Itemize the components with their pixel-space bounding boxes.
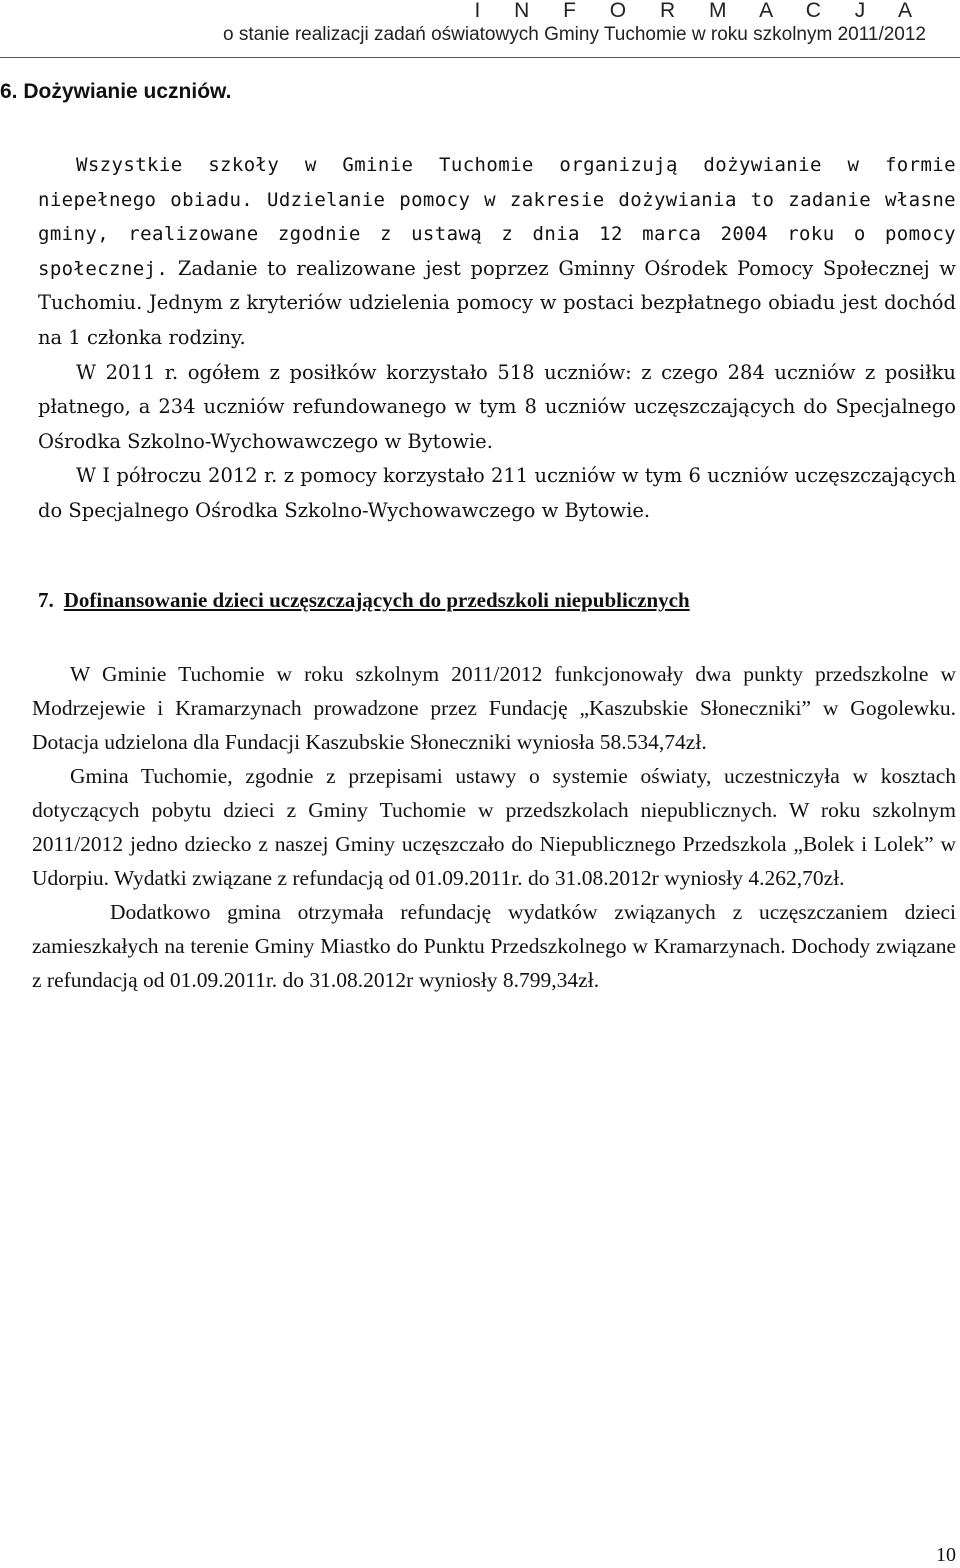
section-6-heading: 6. Dożywianie uczniów.: [0, 80, 232, 103]
section-6-paragraph-1-text: Wszystkie szkoły w Gminie Tuchomie organizują dożywianie w formie niepełnego obiadu. Udzielanie pomocy w zakresie dożywiania to zadanie własne gminy, realizowane zgodnie z ustawą z dnia 12 marca 2004 roku o pomocy społecznej.: [38, 154, 956, 280]
section-6-paragraph-2-text: W 2011 r. ogółem z posiłków korzystało 518 uczniów: z czego 284 uczniów z posiłku płatnego, a 234 uczniów refundowanego w tym 8 uczniów uczęszczających do Specjalnego Ośrodka Szkolno-Wychowawczego w Bytowie.: [38, 360, 956, 453]
section-7-body: [32, 657, 956, 997]
header-subtitle: o stanie realizacji zadań oświatowych Gminy Tuchomie w roku szkolnym 2011/2012: [223, 24, 926, 45]
section-7-title: Dofinansowanie dzieci uczęszczających do przedszkoli niepublicznych: [63, 588, 690, 612]
header-title: I N F O R M A C J A: [474, 0, 926, 22]
section-6-paragraph-1b-text: Zadanie to realizowane jest poprzez Gminny Ośrodek Pomocy Społecznej w Tuchomiu. Jednym z kryteriów udzielenia pomocy w postaci bezpłatnego obiadu jest dochód na 1 członka rodziny.: [38, 256, 957, 349]
page-header: [0, 0, 926, 48]
header-divider: [0, 57, 960, 58]
section-6-paragraph-1: [38, 148, 956, 356]
section-7-number: 7.: [38, 588, 54, 612]
section-7-paragraph-1: W Gminie Tuchomie w roku szkolnym 2011/2012 funkcjonowały dwa punkty przedszkolne w Modrzejewie i Kramarzynach prowadzone przez Fundację „Kaszubskie Słoneczniki” w Gogolewku. Dotacja udzielona dla Fundacji Kaszubskie Słoneczniki wyniosła 58.534,74zł.: [32, 662, 956, 754]
section-6-paragraph-3-text: W I półroczu 2012 r. z pomocy korzystało 211 uczniów w tym 6 uczniów uczęszczających do Specjalnego Ośrodka Szkolno-Wychowawczego w Bytowie.: [38, 464, 956, 522]
section-7-paragraph-3: Dodatkowo gmina otrzymała refundację wydatków związanych z uczęszczaniem dzieci zamieszkałych na terenie Gminy Miastko do Punktu Przedszkolnego w Kramarzynach. Dochody związane z refundacją od 01.09.2011r. do 31.08.2012r wyniosły 8.799,34zł.: [32, 900, 956, 992]
page-number: 10: [936, 1544, 956, 1566]
section-6-paragraph-3: [38, 459, 956, 528]
section-6-body: [38, 148, 956, 529]
section-7-heading: [38, 588, 690, 613]
section-7-paragraph-2: Gmina Tuchomie, zgodnie z przepisami ustawy o systemie oświaty, uczestniczyła w kosztach dotyczących pobytu dzieci z Gminy Tuchomie w przedszkolach niepublicznych. W roku szkolnym 2011/2012 jedno dziecko z naszej Gminy uczęszczało do Niepublicznego Przedszkola „Bolek i Lolek” w Udorpiu. Wydatki związane z refundacją od 01.09.2011r. do 31.08.2012r wyniosły 4.262,70zł.: [32, 764, 956, 890]
section-6-paragraph-2: [38, 356, 956, 460]
